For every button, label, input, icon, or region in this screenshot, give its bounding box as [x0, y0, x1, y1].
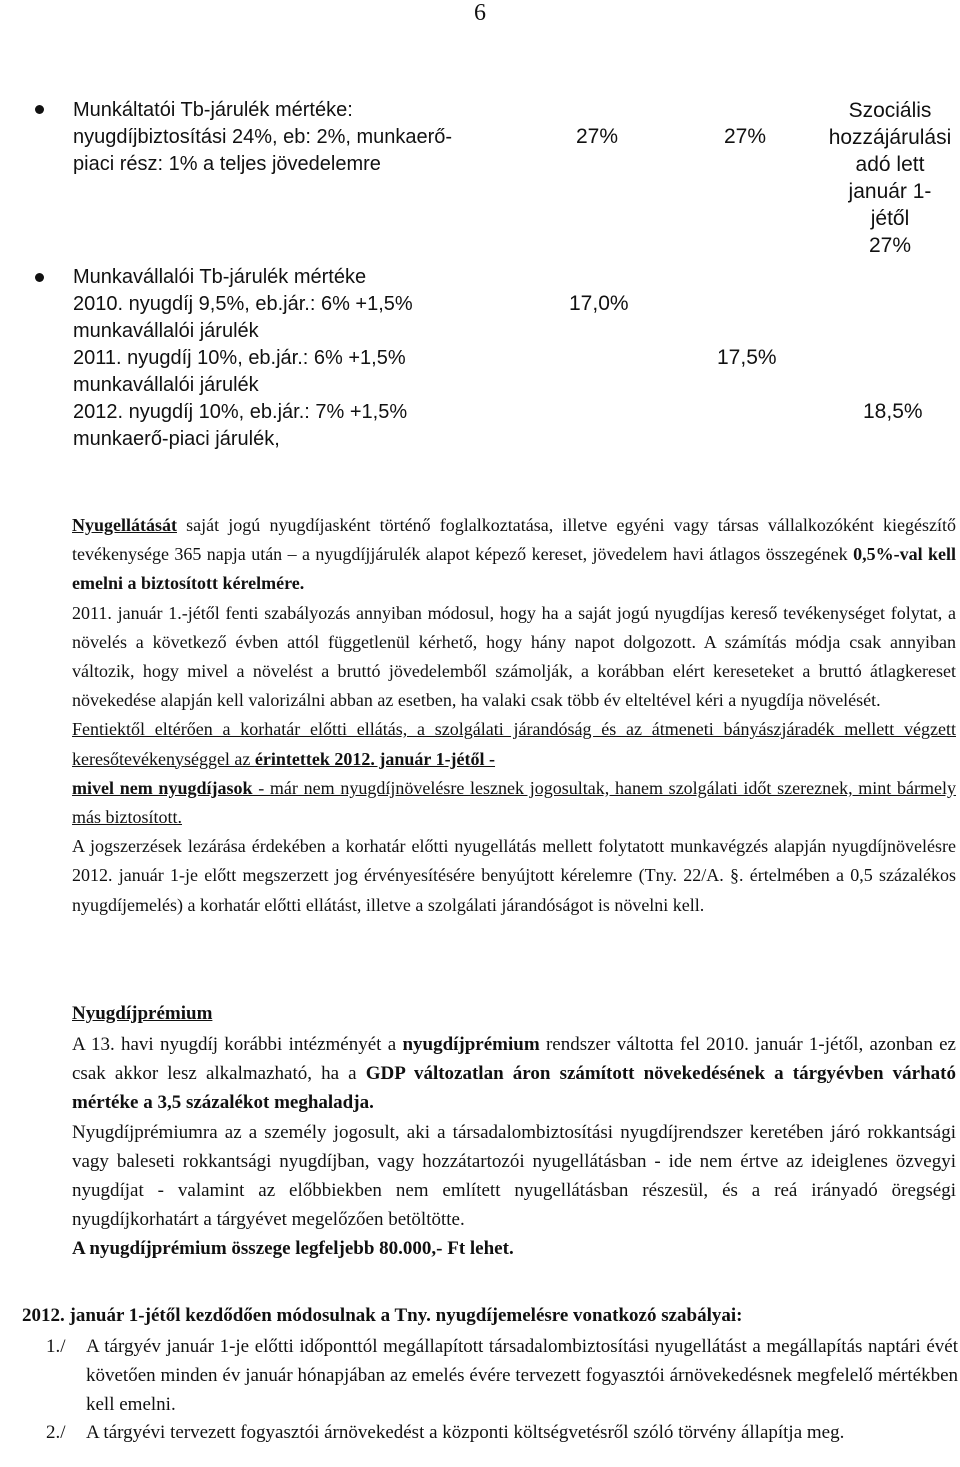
text-line: piaci rész: 1% a teljes jövedelemre [73, 153, 381, 175]
employee-rate-2011: 17,5% [717, 346, 777, 369]
list-item [22, 1332, 958, 1419]
bullet-icon [35, 273, 44, 282]
text-span: A 13. havi nyugdíj korábbi intézményét a [72, 1034, 403, 1055]
text-line: nyugdíjbiztosítási 24%, eb: 2%, munkaerő- [73, 126, 453, 148]
employer-rate-2010: 27% [576, 125, 619, 148]
text-line: hozzájárulási [828, 126, 952, 149]
paragraph: A jogszerzések lezárása érdekében a korhatár előtti nyugellátás mellett folytatott munkavégzés alapján nyugdíjnövelésre 2012. január 1-je előtt megszerzett jog érvényesítésére benyújtott kérelemre (Tny. 22/A. §. értelmében a 0,5 százalékos nyugdíjemelés) a korhatár előtti ellátást, illetve a szolgálati járandóságot is növelni kell. [72, 836, 956, 915]
social-contribution-tax-note [820, 97, 960, 259]
bold-text: GDP változatlan áron számított növekedésének a tárgyévben várható mértéke a 3,5 százalékot meghaladja. [72, 1063, 956, 1114]
bold-text: érintettek 2012. január 1-jétől - [254, 748, 496, 769]
text-span: Fentiektől eltérően a korhatár előtti ellátás, a szolgálati járandóság és az átmeneti bányászjáradék mellett végzett keresőtevékenységgel az [72, 719, 956, 769]
employer-rate-2011: 27% [724, 125, 767, 148]
premium-section [72, 1030, 956, 1264]
text-line: munkavállalói járulék [73, 320, 259, 342]
bold-text: 0,5%-val kell emelni a biztosított kérelmére. [72, 544, 957, 594]
tny-heading: 2012. január 1-jétől kezdődően módosulnak a Tny. nyugdíjemelésre vonatkozó szabályai: [22, 1305, 743, 1326]
list-item [22, 1418, 958, 1447]
paragraph [72, 511, 956, 599]
text-line: adó lett [855, 153, 925, 176]
page-number: 6 [474, 0, 486, 26]
text-span: rendszer váltotta fel 2010. január 1-jétől, azonban ez csak akkor lesz alkalmazható, ha a [72, 1034, 956, 1085]
paragraph: 2011. január 1.-jétől fenti szabályozás annyiban módosul, hogy ha a saját jogú nyugdíjas kereső tevékenységet folytat, a növelés a következő évben attól függetlenül kérhető, hogy hány napot dolgozott. A számítás módja csak annyiban változik, hogy mivel a növelést a bruttó jövedelemből számolják, a korábban elért kereseteket a bruttó átlagkereset növekedése alapján kell valorizálni abban az esetben, ha valaki csak több év elteltével kéri a nyugdíja növelését. [72, 602, 956, 711]
text-line: 2011. nyugdíj 10%, eb.jár.: 6% +1,5% [73, 347, 406, 369]
list-number: 2./ [46, 1422, 66, 1443]
list-text: A tárgyév január 1-je előtti időponttól megállapított társadalombiztosítási nyugellátást a megállapítás naptári évét követően minden év január hónapjában az emelés évére tervezett fogyasztói árnövekedésnek megfelelő mértékben kell emelni. [86, 1336, 958, 1415]
employer-contribution-text [73, 97, 452, 178]
text-line: Munkáltatói Tb-járulék mértéke: [73, 99, 353, 121]
premium-heading: Nyugdíjprémium [72, 1003, 213, 1024]
text-line: 27% [868, 234, 912, 257]
text-line: munkaerő-piaci járulék, [73, 428, 280, 450]
text-line: munkavállalói járulék [73, 374, 259, 396]
pension-increase-paragraphs [72, 511, 956, 920]
paragraph: Nyugdíjprémiumra az a személy jogosult, aki a társadalombiztosítási nyugdíjrendszer keretében járó rokkantsági vagy baleseti rokkantsági nyugdíjban, vagy hozzátartozói nyugellátásban - ide nem értve az ideiglenes özvegyi nyugdíjat - valamint az előbbiekben nem említett nyugellátásban részesül, és a reá irányadó öregségi nyugdíjkorhatárt a tárgyévet megelőzően betöltötte. [72, 1121, 956, 1231]
list-text: A tárgyévi tervezett fogyasztói árnövekedést a központi költségvetésről szóló törvény állapítja meg. [86, 1422, 845, 1443]
employee-contribution-text [73, 264, 413, 453]
bullet-icon [35, 105, 44, 114]
text-span: - már nem nyugdíjnövelésre lesznek jogosultak, hanem szolgálati időt szereznek, mint bármely más biztosított. [72, 777, 956, 828]
bold-text: nyugdíjprémium [402, 1034, 540, 1055]
employee-rate-2012: 18,5% [863, 400, 923, 423]
bold-term: Nyugellátását [72, 515, 177, 535]
text-line: Szociális [848, 99, 932, 122]
underlined-paragraph [72, 715, 956, 832]
employee-rate-2010: 17,0% [569, 292, 629, 315]
paragraph: A nyugdíjprémium összege legfeljebb 80.000,- Ft lehet. [72, 1238, 514, 1260]
text-line: 2012. nyugdíj 10%, eb.jár.: 7% +1,5% [73, 401, 408, 423]
text-line: Munkavállalói Tb-járulék mértéke [73, 266, 367, 288]
bold-text: mivel nem nyugdíjasok [72, 777, 253, 798]
list-number: 1./ [46, 1336, 66, 1357]
text-line: január 1- [848, 180, 932, 203]
text-line: 2010. nyugdíj 9,5%, eb.jár.: 6% +1,5% [73, 293, 413, 315]
text-span: saját jogú nyugdíjasként történő foglalkoztatása, illetve egyéni vagy társas vállalkozóként kiegészítő tevékenysége 365 napja után – a nyugdíjjárulék alapot képező kereset, jövedelem havi átlagos összegének [72, 515, 956, 565]
paragraph [72, 1030, 956, 1118]
text-line: jétől [870, 207, 910, 230]
